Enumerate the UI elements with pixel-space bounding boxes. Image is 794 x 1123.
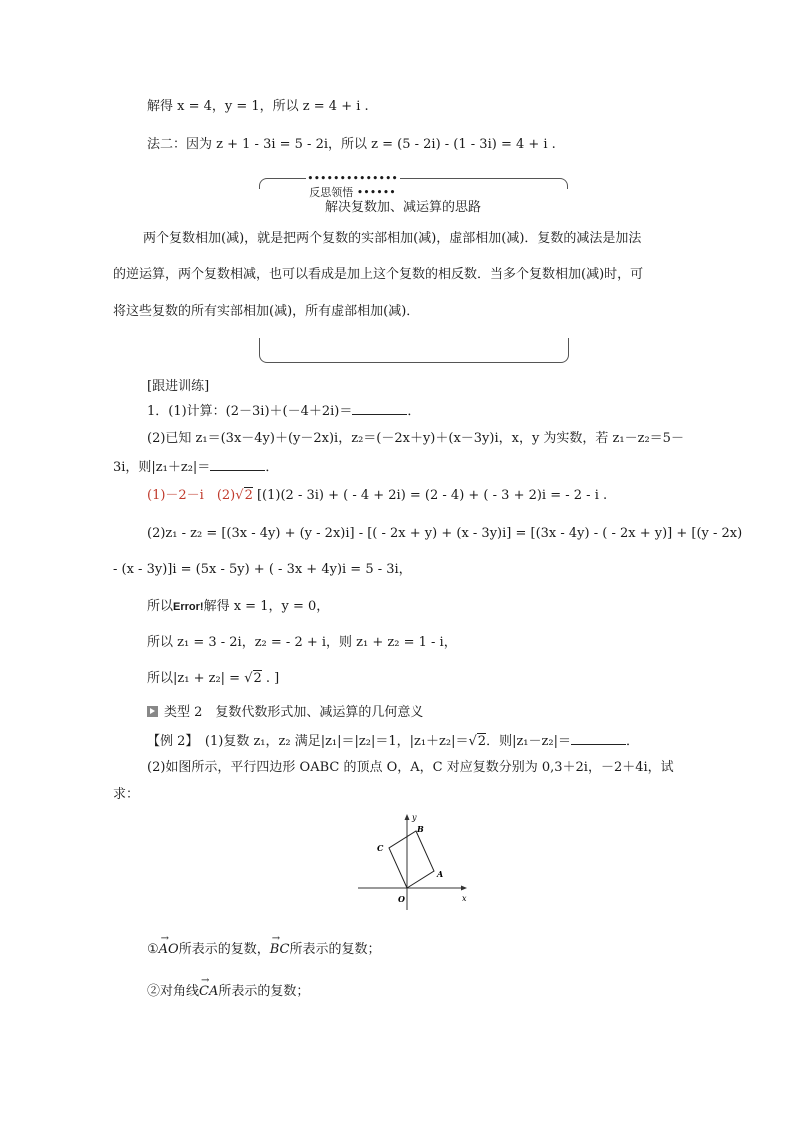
label-o: O xyxy=(398,894,405,904)
sqrt-value: 2 xyxy=(253,671,262,686)
reflection-box-top-left xyxy=(259,178,306,189)
answer-line xyxy=(147,487,607,505)
answer-sqrt-value: 2 xyxy=(244,488,253,503)
play-icon xyxy=(147,706,158,717)
reflection-box-top-right xyxy=(400,178,568,189)
sub-question-2-b: 所表示的复数； xyxy=(218,984,310,999)
example-2-part-2a: (2)如图所示，平行四边形 OABC 的顶点 O，A，C 对应复数分别为 0,3＋2i，－2＋4i，试 xyxy=(147,760,674,775)
solution-step-5 xyxy=(147,670,279,688)
sub-question-1-b: 所表示的复数， xyxy=(178,942,270,957)
answer-label: (1)－2－i (2) xyxy=(147,488,236,503)
solution-step-5b: . ] xyxy=(261,671,280,686)
parallelogram-figure xyxy=(355,808,475,918)
sqrt-sign: √ xyxy=(244,671,253,686)
sub-question-1-c: 所表示的复数； xyxy=(289,942,381,957)
example-2-part-2b: 求： xyxy=(113,787,140,802)
solution-step-3a: 所以 xyxy=(147,599,174,614)
sub-question-1-a: ① xyxy=(147,942,159,957)
error-text: Error! xyxy=(173,601,204,613)
answer-blank xyxy=(352,402,407,415)
solution-step-3b: 解得 x = 1，y = 0， xyxy=(203,599,330,614)
answer-sqrt-sign: √ xyxy=(235,488,244,503)
example-2-part-1-b: ．则|z₁－z₂|＝ xyxy=(486,734,571,749)
solution-step-5a: 所以|z₁ + z₂| = xyxy=(147,671,245,686)
solution-step-4: 所以 z₁ = 3 - 2i，z₂ = - 2 + i，则 z₁ + z₂ = 1 - i， xyxy=(147,635,457,650)
sub-question-2 xyxy=(147,983,309,1001)
label-y: y xyxy=(412,813,417,822)
practice-heading: [跟进训练] xyxy=(147,379,210,394)
vector-ao: → AO xyxy=(159,941,179,959)
solution-line-2: 法二：因为 z + 1 - 3i = 5 - 2i，所以 z = (5 - 2i) - (1 - 3i) = 4 + i . xyxy=(147,137,556,152)
type-2-heading-text: 类型 2 复数代数形式加、减运算的几何意义 xyxy=(164,705,424,720)
label-x: x xyxy=(462,894,467,903)
solution-step-3 xyxy=(147,598,329,616)
parallelogram-oabc xyxy=(389,831,434,888)
vector-bc: → BC xyxy=(270,941,290,959)
example-2-part-1-end: ． xyxy=(625,734,639,749)
y-axis-arrow xyxy=(405,814,410,820)
sqrt-sign: √ xyxy=(468,734,477,749)
practice-question-1-text: 1．(1)计算：(2－3i)＋(－4＋2i)＝ xyxy=(147,404,353,419)
vector-ca: → CA xyxy=(199,983,218,1001)
type-2-heading xyxy=(147,704,423,722)
practice-question-1-end: ． xyxy=(407,404,421,419)
reflection-tag: ••••••••••••••反思领悟 •••••• xyxy=(307,172,398,199)
reflection-title: 解决复数加、减运算的思路 xyxy=(325,200,482,215)
example-2-part-1 xyxy=(147,732,639,751)
sub-question-2-a: ②对角线 xyxy=(147,984,200,999)
practice-question-2b-end: ． xyxy=(265,460,279,475)
x-axis-arrow xyxy=(461,886,467,891)
practice-question-2b-text: 3i，则|z₁＋z₂|＝ xyxy=(113,460,211,475)
solution-step-2: - (x - 3y)]i = (5x - 5y) + ( - 3x + 4y)i = 5 - 3i， xyxy=(113,562,412,577)
example-2-part-1-a: 【例 2】 (1)复数 z₁，z₂ 满足|z₁|＝|z₂|＝1，|z₁＋z₂|＝ xyxy=(147,734,469,749)
answer-solution-text: [(1)(2 - 3i) + ( - 4 + 2i) = (2 - 4) + ( - 3 + 2)i = - 2 - i . xyxy=(252,488,608,503)
sqrt-value: 2 xyxy=(477,734,487,749)
practice-question-1 xyxy=(147,402,420,421)
reflection-box-bottom xyxy=(259,338,569,363)
sub-question-1 xyxy=(147,941,380,959)
label-b: B xyxy=(417,824,424,834)
answer-blank xyxy=(571,732,626,745)
solution-step-1: (2)z₁ - z₂ = [(3x - 4y) + (y - 2x)i] - [( - 2x + y) + (x - 3y)i] = [(3x - 4y) - ( - 2x + y)] + [(y - 2x) xyxy=(147,526,743,541)
answer-blank xyxy=(210,458,265,471)
reflection-paragraph-1: 两个复数相加(减)，就是把两个复数的实部相加(减)，虚部相加(减)．复数的减法是加法 xyxy=(143,231,642,246)
practice-question-2a: (2)已知 z₁＝(3x－4y)＋(y－2x)i，z₂＝(－2x＋y)＋(x－3y)i，x，y 为实数，若 z₁－z₂＝5－ xyxy=(147,431,684,446)
label-c: C xyxy=(377,843,384,853)
reflection-paragraph-2: 的逆运算，两个复数相减，也可以看成是加上这个复数的相反数．当多个复数相加(减)时，可 xyxy=(113,267,644,282)
label-a: A xyxy=(437,869,444,879)
practice-question-2b xyxy=(113,458,278,477)
solution-line-1: 解得 x = 4，y = 1，所以 z = 4 + i . xyxy=(147,99,369,114)
reflection-paragraph-3: 将这些复数的所有实部相加(减)，所有虚部相加(减)． xyxy=(113,304,420,319)
